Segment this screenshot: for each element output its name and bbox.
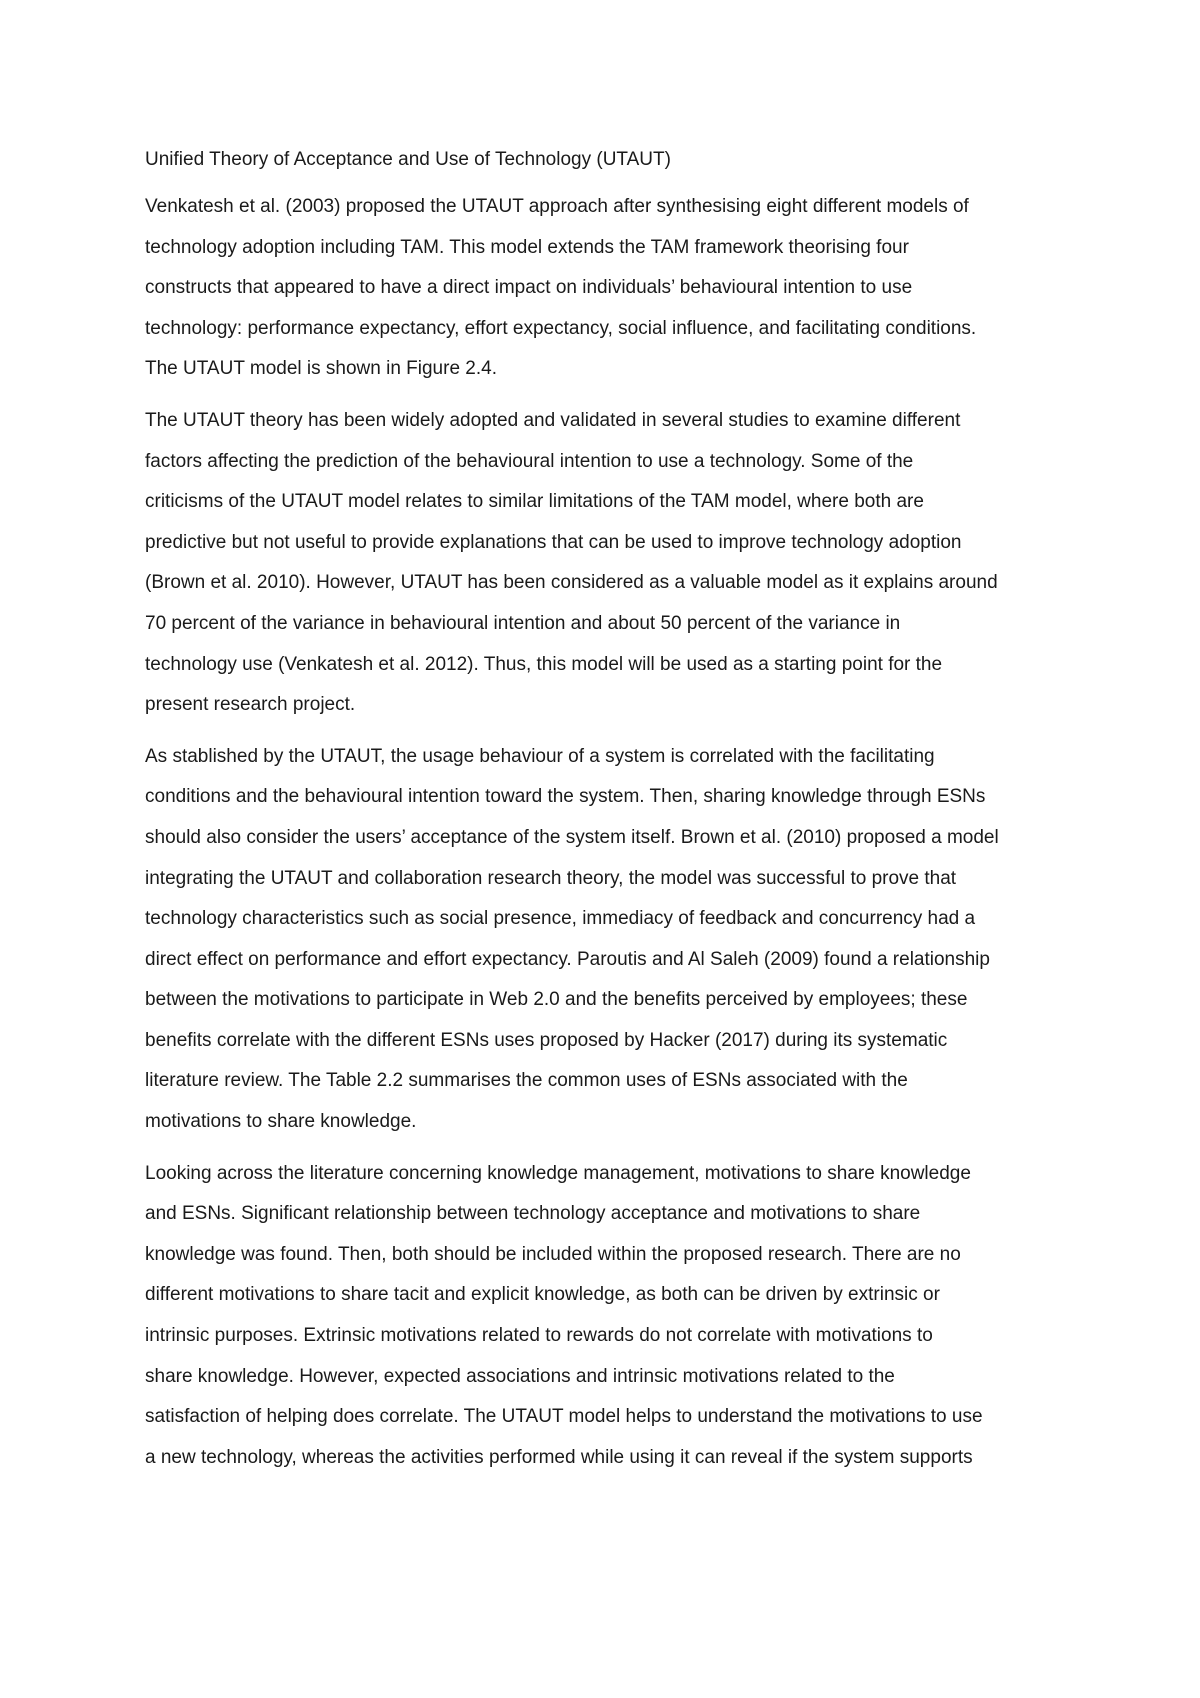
- section-heading: Unified Theory of Acceptance and Use of Technology (UTAUT): [145, 149, 671, 170]
- text-line: technology adoption including TAM. This model extends the TAM framework theorising four: [145, 236, 909, 258]
- text-line: technology characteristics such as social presence, immediacy of feedback and concurrency had a: [145, 908, 976, 930]
- text-line: technology use (Venkatesh et al. 2012). Thus, this model will be used as a starting point for the: [145, 653, 943, 675]
- paragraph-esn-usage: [145, 737, 1065, 1143]
- text-line: (Brown et al. 2010). However, UTAUT has been considered as a valuable model as it explains around: [145, 572, 998, 594]
- text-line: different motivations to share tacit and explicit knowledge, as both can be driven by extrinsic or: [145, 1284, 940, 1306]
- text-line: The UTAUT model is shown in Figure 2.4.: [145, 358, 497, 380]
- text-line: a new technology, whereas the activities performed while using it can reveal if the system supports: [145, 1446, 973, 1468]
- text-line: predictive but not useful to provide explanations that can be used to improve technology adoption: [145, 531, 962, 553]
- text-line: and ESNs. Significant relationship between technology acceptance and motivations to share: [145, 1203, 921, 1225]
- text-line: literature review. The Table 2.2 summarises the common uses of ESNs associated with the: [145, 1070, 908, 1092]
- text-line: knowledge was found. Then, both should be included within the proposed research. There are no: [145, 1243, 961, 1265]
- text-line: technology: performance expectancy, effort expectancy, social influence, and facilitating conditions.: [145, 317, 977, 339]
- text-line: should also consider the users’ acceptance of the system itself. Brown et al. (2010) proposed a model: [145, 826, 999, 848]
- text-line: 70 percent of the variance in behavioural intention and about 50 percent of the variance in: [145, 612, 901, 634]
- paragraph-literature-summary: [145, 1154, 1065, 1479]
- text-line: integrating the UTAUT and collaboration research theory, the model was successful to prove that: [145, 867, 957, 889]
- paragraph-utaut-intro: [145, 187, 1065, 390]
- text-line: intrinsic purposes. Extrinsic motivations related to rewards do not correlate with motivations to: [145, 1325, 933, 1347]
- text-line: present research project.: [145, 694, 356, 716]
- text-line: between the motivations to participate in Web 2.0 and the benefits perceived by employees; these: [145, 989, 968, 1011]
- text-line: criticisms of the UTAUT model relates to similar limitations of the TAM model, where both are: [145, 491, 924, 513]
- text-line: motivations to share knowledge.: [145, 1111, 417, 1133]
- text-line: constructs that appeared to have a direct impact on individuals’ behavioural intention to use: [145, 277, 913, 299]
- text-line: Venkatesh et al. (2003) proposed the UTAUT approach after synthesising eight different models of: [145, 196, 969, 217]
- document-body: [145, 144, 1065, 1478]
- text-line: benefits correlate with the different ESNs uses proposed by Hacker (2017) during its systematic: [145, 1029, 948, 1051]
- text-line: conditions and the behavioural intention toward the system. Then, sharing knowledge through ESNs: [145, 786, 986, 808]
- text-line: share knowledge. However, expected associations and intrinsic motivations related to the: [145, 1365, 895, 1387]
- paragraph-utaut-criticism: [145, 401, 1065, 726]
- text-line: satisfaction of helping does correlate. The UTAUT model helps to understand the motivations to use: [145, 1406, 983, 1428]
- text-line: direct effect on performance and effort expectancy. Paroutis and Al Saleh (2009) found a relationship: [145, 948, 990, 970]
- text-line: As stablished by the UTAUT, the usage behaviour of a system is correlated with the facilitating: [145, 745, 935, 767]
- text-line: The UTAUT theory has been widely adopted and validated in several studies to examine different: [145, 409, 961, 431]
- text-line: Looking across the literature concerning knowledge management, motivations to share knowledge: [145, 1162, 971, 1184]
- text-line: factors affecting the prediction of the behavioural intention to use a technology. Some of the: [145, 450, 914, 472]
